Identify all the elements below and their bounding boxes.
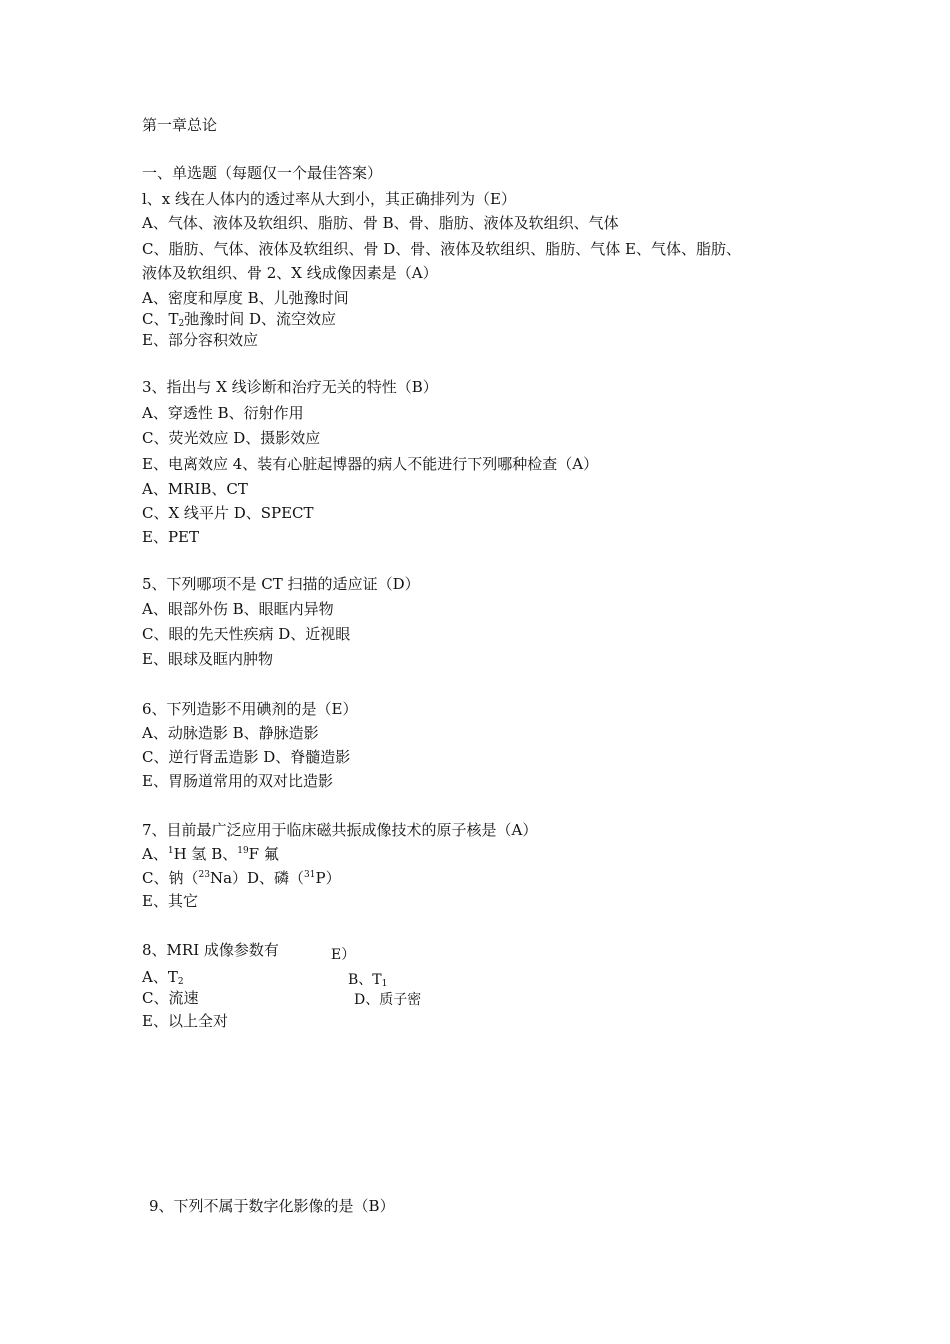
q8-option-a: A、$T_2$ — [142, 968, 184, 987]
q3-options-3: E、电离效应 4、装有心脏起博器的病人不能进行下列哪种检查（A） — [142, 455, 599, 473]
chapter-title: 第一章总论 — [142, 116, 218, 134]
q2-options-2: C、$T_2$弛豫时间 D、流空效应 — [142, 310, 337, 329]
q8-option-d: D、质子密 — [354, 992, 422, 1008]
q9-stem: 9、下列不属于数字化影像的是（B） — [149, 1197, 395, 1215]
q3-options-1: A、穿透性 B、衍射作用 — [142, 404, 304, 422]
q2-options-3: E、部分容积效应 — [142, 331, 258, 349]
q3-stem: 3、指出与 X 线诊断和治疗无关的特性（B） — [142, 378, 438, 396]
q8-option-c: C、流速 — [142, 989, 199, 1007]
q7-options-3: E、其它 — [142, 892, 198, 910]
q5-stem: 5、下列哪项不是 CT 扫描的适应证（D） — [142, 575, 420, 593]
q4-options-2: C、X 线平片 D、SPECT — [142, 504, 314, 522]
q6-stem: 6、下列造影不用碘剂的是（E） — [142, 700, 358, 718]
q8-option-b: B、$T_1$ — [348, 972, 388, 989]
q6-options-1: A、动脉造影 B、静脉造影 — [142, 724, 319, 742]
q5-options-1: A、眼部外伤 B、眼眶内异物 — [142, 600, 334, 618]
q6-options-2: C、逆行肾盂造影 D、脊髓造影 — [142, 748, 351, 766]
q3-options-2: C、荧光效应 D、摄影效应 — [142, 429, 321, 447]
q1-options-2: C、脂肪、气体、液体及软组织、骨 D、骨、液体及软组织、脂肪、气体 E、气体、脂肪、 — [142, 240, 741, 258]
q7-options-2: C、钠（$^{23}$Na）D、磷（$^{31}$P） — [142, 869, 341, 887]
q1-options-1: A、气体、液体及软组织、脂肪、骨 B、骨、脂肪、液体及软组织、气体 — [142, 214, 619, 232]
q8-option-e: E、以上全对 — [142, 1012, 228, 1030]
q5-options-3: E、眼球及眶内肿物 — [142, 650, 273, 668]
q7-options-1: A、$^1$H 氢 B、$^{19}$F 氟 — [142, 845, 279, 863]
section-heading: 一、单选题（每题仅一个最佳答案） — [142, 164, 383, 182]
q1-options-3: 液体及软组织、骨 2、X 线成像因素是（A） — [142, 264, 438, 282]
q8-stem: 8、MRI 成像参数有 — [142, 941, 279, 959]
q4-options-3: E、PET — [142, 528, 199, 546]
q1-stem: l、x 线在人体内的透过率从大到小，其正确排列为（E） — [142, 190, 516, 208]
q5-options-2: C、眼的先天性疾病 D、近视眼 — [142, 625, 351, 643]
q2-options-1: A、密度和厚度 B、儿弛豫时间 — [142, 289, 349, 307]
q4-options-1: A、MRIB、CT — [142, 480, 248, 498]
q8-answer: E） — [331, 947, 356, 963]
q7-stem: 7、目前最广泛应用于临床磁共振成像技术的原子核是（A） — [142, 821, 538, 839]
q6-options-3: E、胃肠道常用的双对比造影 — [142, 772, 333, 790]
